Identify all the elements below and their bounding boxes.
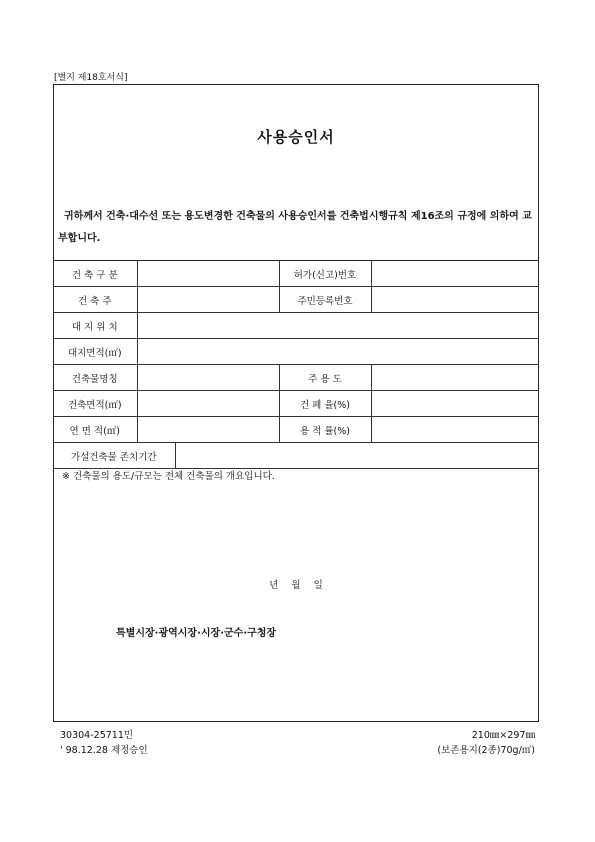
resident-no-value[interactable] xyxy=(371,287,539,313)
floor-area-value[interactable] xyxy=(137,417,279,443)
coverage-ratio-label: 건 폐 율(%) xyxy=(279,391,371,417)
coverage-ratio-value[interactable] xyxy=(371,391,539,417)
building-name-value[interactable] xyxy=(137,365,279,391)
table-row xyxy=(53,365,539,391)
permit-no-value[interactable] xyxy=(371,261,539,287)
table-row xyxy=(53,417,539,443)
building-name-label: 건축물명칭 xyxy=(53,365,137,391)
building-info-table xyxy=(53,260,539,469)
temp-period-label: 가설건축물 존치기간 xyxy=(53,443,175,469)
table-row xyxy=(53,261,539,287)
build-type-label: 건 축 구 분 xyxy=(53,261,137,287)
table-row xyxy=(53,443,539,469)
table-row xyxy=(53,287,539,313)
issue-date-line: 년 월 일 xyxy=(269,580,323,591)
paper-size: 210㎜×297㎜ xyxy=(471,730,535,741)
site-area-value[interactable] xyxy=(137,339,539,365)
paper-type: (보존용지(2종)70g/㎡) xyxy=(437,745,535,756)
floor-area-ratio-value[interactable] xyxy=(371,417,539,443)
building-area-label: 건축면적(㎡) xyxy=(53,391,137,417)
building-area-value[interactable] xyxy=(137,391,279,417)
issuing-authority: 특별시장·광역시장·시장·군수·구청장 xyxy=(116,628,277,639)
permit-no-label: 허가(신고)번호 xyxy=(279,261,371,287)
approval-date: ' 98.12.28 제정승인 xyxy=(60,745,148,756)
floor-area-ratio-label: 용 적 률(%) xyxy=(279,417,371,443)
temp-period-value[interactable] xyxy=(175,443,539,469)
document-title: 사용승인서 xyxy=(257,128,335,146)
main-use-value[interactable] xyxy=(371,365,539,391)
table-row xyxy=(53,313,539,339)
site-location-value[interactable] xyxy=(137,313,539,339)
site-area-label: 대지면적(㎡) xyxy=(53,339,137,365)
form-code: 30304-25711민 xyxy=(60,730,134,741)
resident-no-label: 주민등록번호 xyxy=(279,287,371,313)
main-use-label: 주 용 도 xyxy=(279,365,371,391)
scope-note: ※ 건축물의 용도/규모는 전체 건축물의 개요입니다. xyxy=(62,471,275,482)
floor-area-label: 연 면 적(㎡) xyxy=(53,417,137,443)
form-number-label: [별지 제18호서식] xyxy=(54,73,128,83)
table-row xyxy=(53,339,539,365)
site-location-label: 대 지 위 치 xyxy=(53,313,137,339)
owner-label: 건 축 주 xyxy=(53,287,137,313)
issuance-statement: 귀하께서 건축·대수선 또는 용도변경한 건축물의 사용승인서를 건축법시행규칙 제16조의 규정에 의하여 교부합니다. xyxy=(58,211,532,244)
table-row xyxy=(53,391,539,417)
owner-value[interactable] xyxy=(137,287,279,313)
build-type-value[interactable] xyxy=(137,261,279,287)
